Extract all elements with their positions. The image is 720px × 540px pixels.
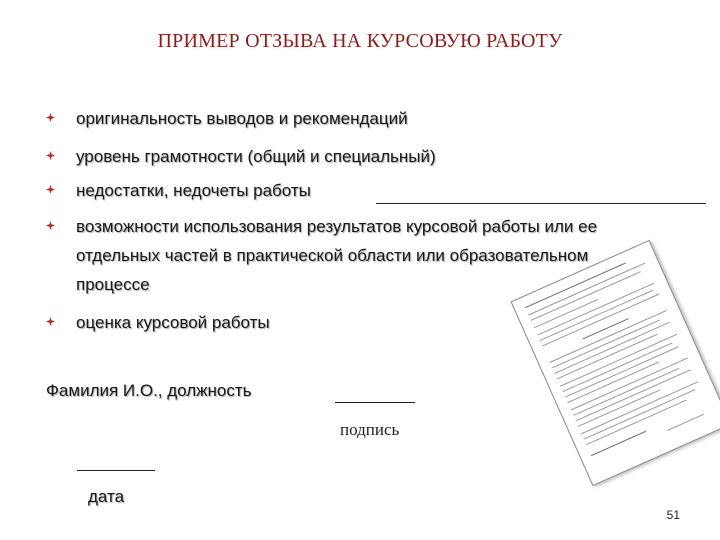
page-title: ПРИМЕР ОТЗЫВА НА КУРСОВУЮ РАБОТУ bbox=[157, 30, 563, 52]
list-item: возможности использования результатов курсовой работы или ее bbox=[46, 212, 696, 242]
page-number: 51 bbox=[666, 508, 680, 522]
signature-label: подпись bbox=[340, 420, 400, 439]
list-item: уровень грамотности (общий и специальный) bbox=[46, 142, 696, 172]
list-item: недостатки, недочеты работы bbox=[46, 176, 696, 206]
signature-line bbox=[335, 402, 415, 403]
date-line bbox=[77, 470, 155, 471]
date-label: дата bbox=[88, 487, 125, 506]
name-position-label: Фамилия И.О., должность bbox=[46, 381, 252, 400]
list-item-continuation: отдельных частей в практической области или образовательном bbox=[76, 246, 589, 265]
list-item: оценка курсовой работы bbox=[46, 308, 696, 338]
list-item: оригинальность выводов и рекомендаций bbox=[46, 104, 696, 134]
list-item-continuation: процессе bbox=[76, 275, 150, 294]
fill-in-line bbox=[376, 203, 706, 204]
